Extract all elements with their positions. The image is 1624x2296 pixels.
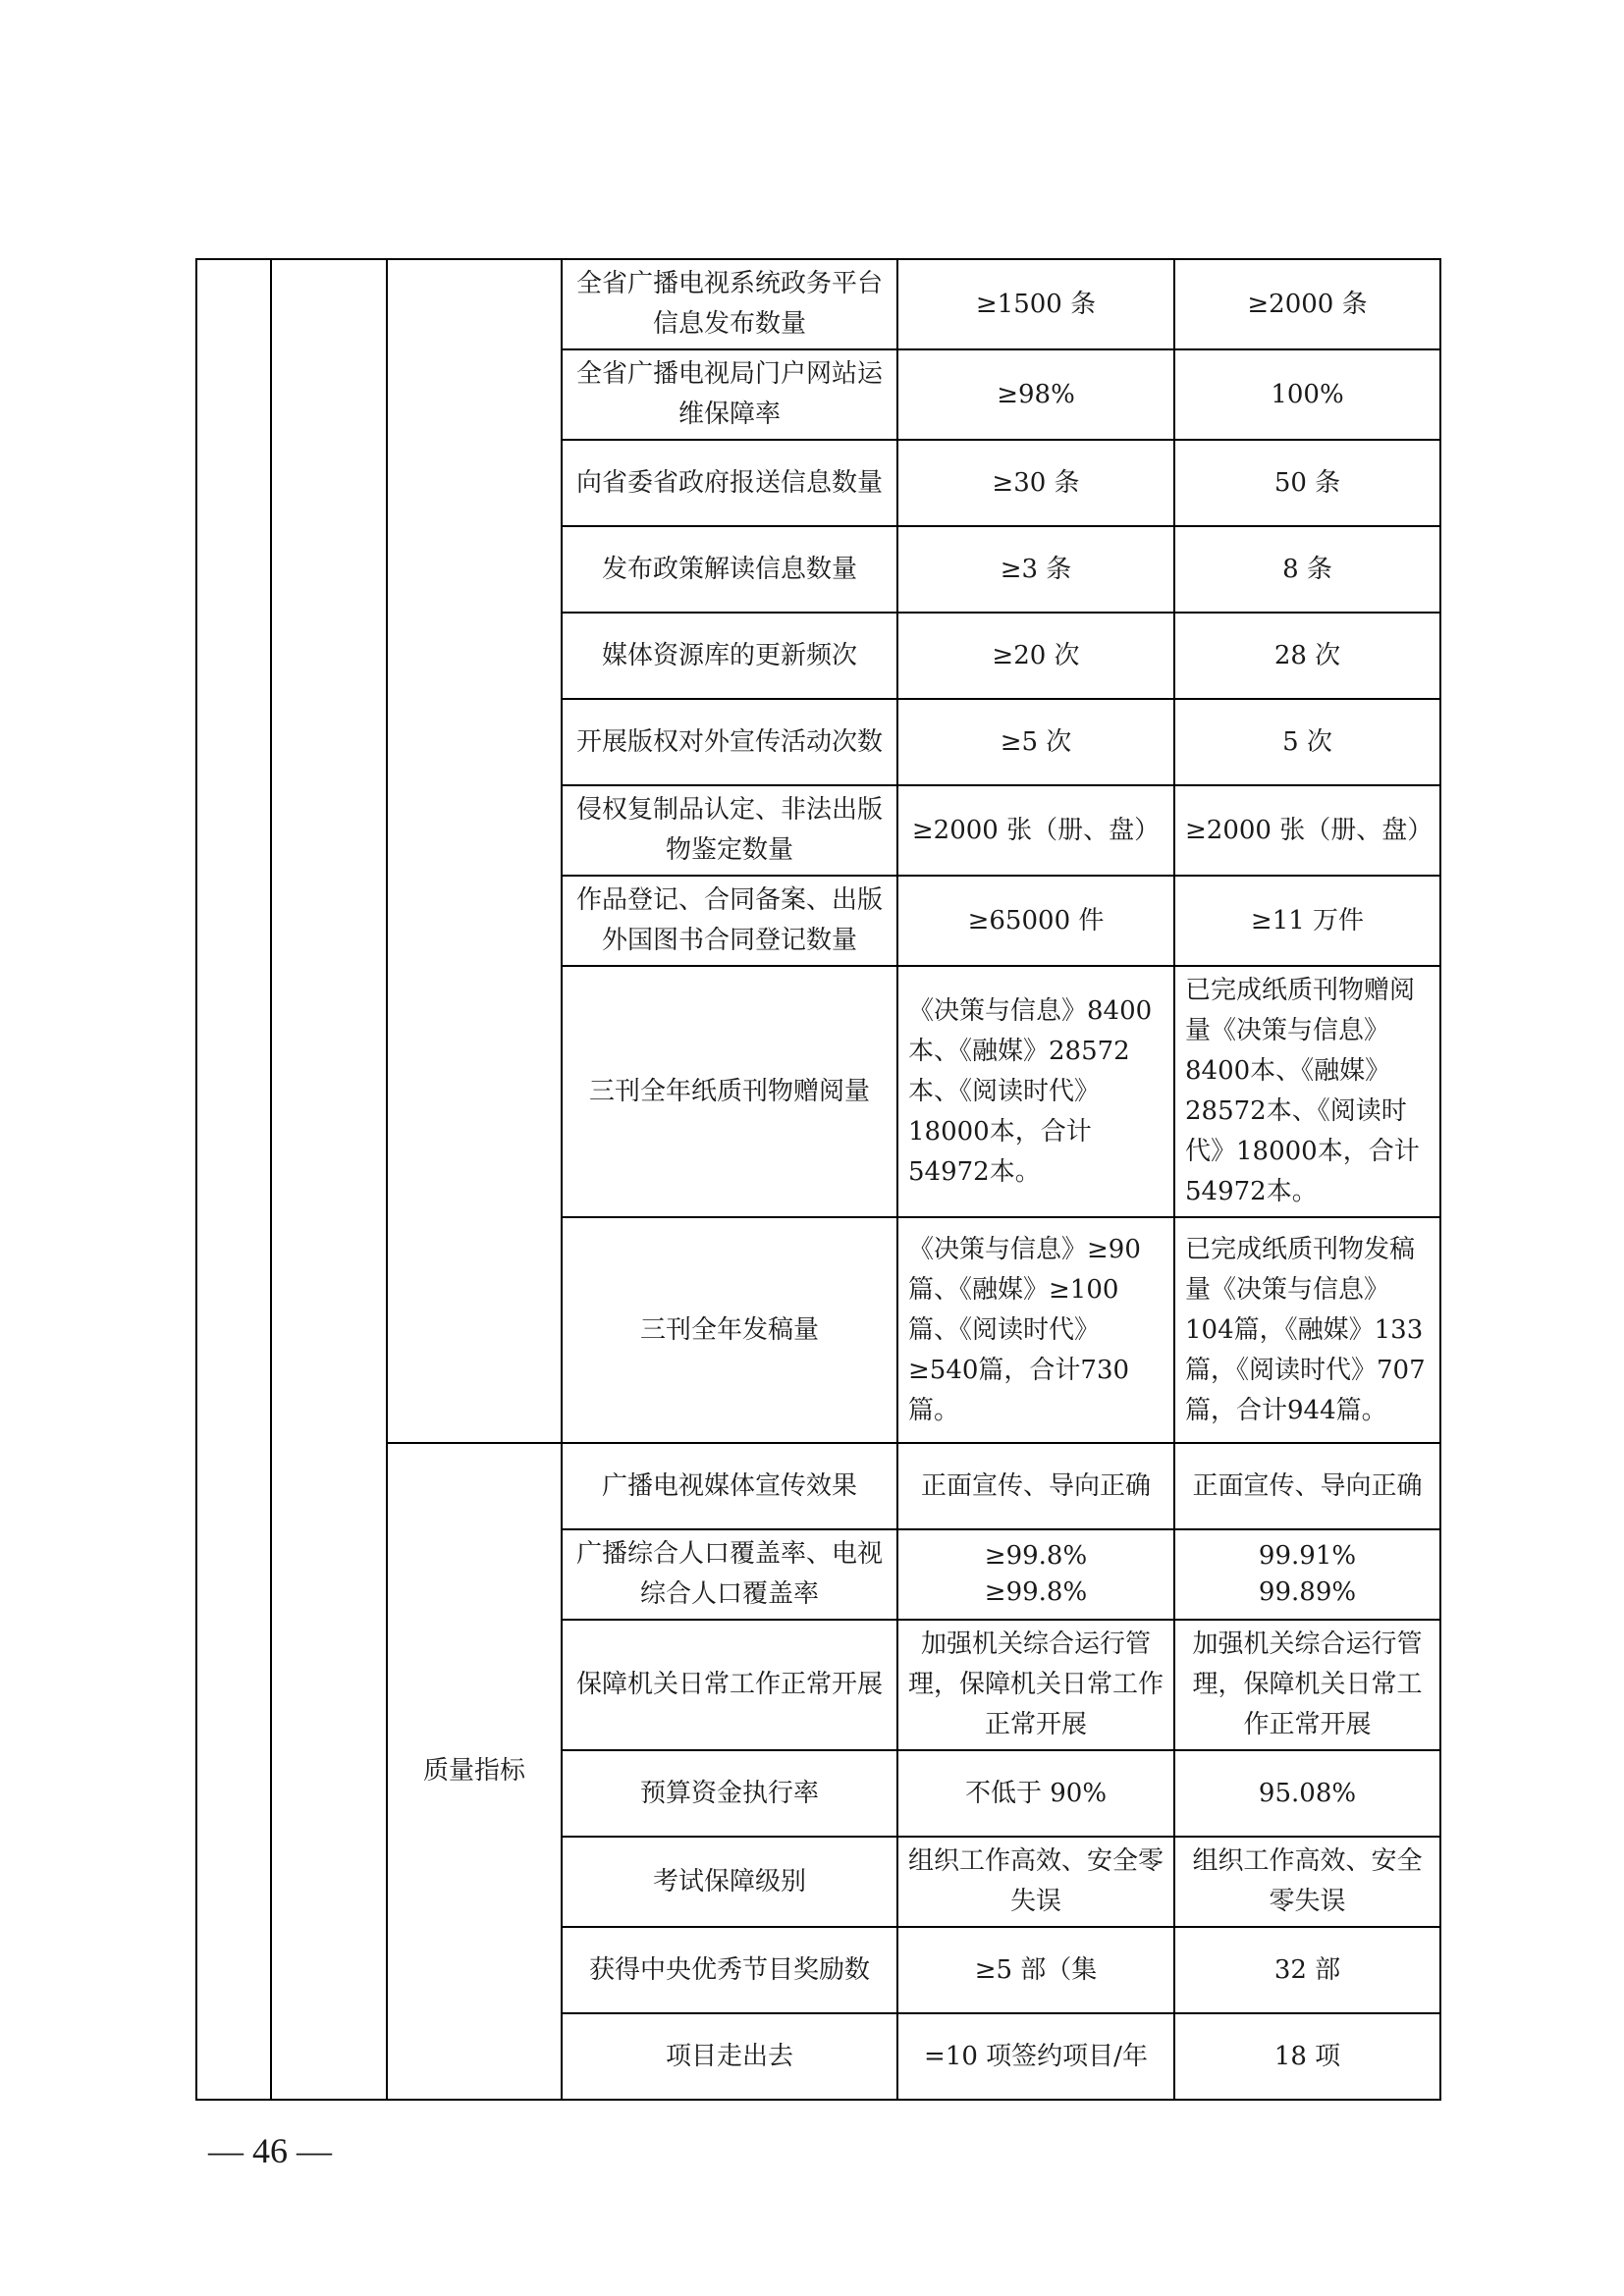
target-cell: 《决策与信息》≥90篇、《融媒》≥100篇、《阅读时代》≥540篇，合计730篇。 <box>897 1217 1174 1443</box>
actual-cell: 99.91% 99.89% <box>1174 1529 1440 1620</box>
target-cell: =10 项签约项目/年 <box>897 2013 1174 2100</box>
indicator-cell: 全省广播电视系统政务平台信息发布数量 <box>562 259 897 349</box>
indicator-cell: 侵权复制品认定、非法出版物鉴定数量 <box>562 785 897 876</box>
target-cell: 正面宣传、导向正确 <box>897 1443 1174 1529</box>
target-cell: ≥5 部（集 <box>897 1927 1174 2013</box>
target-cell: ≥5 次 <box>897 699 1174 785</box>
actual-cell: 8 条 <box>1174 526 1440 613</box>
blank-col-2 <box>271 259 387 2100</box>
indicator-cell: 作品登记、合同备案、出版外国图书合同登记数量 <box>562 876 897 966</box>
target-cell: ≥2000 张（册、盘） <box>897 785 1174 876</box>
indicator-cell: 向省委省政府报送信息数量 <box>562 440 897 526</box>
actual-cell: 32 部 <box>1174 1927 1440 2013</box>
blank-col-3 <box>387 259 562 1443</box>
actual-cell: 已完成纸质刊物赠阅量《决策与信息》8400本、《融媒》28572本、《阅读时代》18000本，合计54972本。 <box>1174 966 1440 1217</box>
actual-cell: 95.08% <box>1174 1750 1440 1837</box>
indicator-cell: 开展版权对外宣传活动次数 <box>562 699 897 785</box>
target-cell: 加强机关综合运行管理，保障机关日常工作正常开展 <box>897 1620 1174 1750</box>
target-cell: ≥3 条 <box>897 526 1174 613</box>
actual-cell: ≥11 万件 <box>1174 876 1440 966</box>
target-cell: ≥1500 条 <box>897 259 1174 349</box>
indicator-cell: 媒体资源库的更新频次 <box>562 613 897 699</box>
actual-cell: 加强机关综合运行管理，保障机关日常工作正常开展 <box>1174 1620 1440 1750</box>
indicator-cell: 预算资金执行率 <box>562 1750 897 1837</box>
indicator-cell: 全省广播电视局门户网站运维保障率 <box>562 349 897 440</box>
target-cell: ≥30 条 <box>897 440 1174 526</box>
indicator-cell: 保障机关日常工作正常开展 <box>562 1620 897 1750</box>
actual-cell: 28 次 <box>1174 613 1440 699</box>
actual-cell: 50 条 <box>1174 440 1440 526</box>
actual-cell: 18 项 <box>1174 2013 1440 2100</box>
indicator-cell: 发布政策解读信息数量 <box>562 526 897 613</box>
blank-col-1 <box>196 259 271 2100</box>
indicator-cell: 三刊全年发稿量 <box>562 1217 897 1443</box>
target-cell: ≥98% <box>897 349 1174 440</box>
indicator-cell: 三刊全年纸质刊物赠阅量 <box>562 966 897 1217</box>
target-cell: 不低于 90% <box>897 1750 1174 1837</box>
page-number: — 46 — <box>208 2131 332 2170</box>
target-cell: ≥20 次 <box>897 613 1174 699</box>
target-cell: 《决策与信息》8400本、《融媒》28572本、《阅读时代》18000本，合计54972本。 <box>897 966 1174 1217</box>
indicator-cell: 广播综合人口覆盖率、电视综合人口覆盖率 <box>562 1529 897 1620</box>
quality-indicator-label: 质量指标 <box>387 1443 562 2100</box>
actual-cell: ≥2000 条 <box>1174 259 1440 349</box>
actual-cell: 已完成纸质刊物发稿量《决策与信息》104篇，《融媒》133篇，《阅读时代》707篇，合计944篇。 <box>1174 1217 1440 1443</box>
actual-cell: 组织工作高效、安全零失误 <box>1174 1837 1440 1927</box>
target-cell: ≥99.8% ≥99.8% <box>897 1529 1174 1620</box>
target-cell: 组织工作高效、安全零失误 <box>897 1837 1174 1927</box>
indicator-table <box>195 258 1441 2101</box>
actual-cell: 正面宣传、导向正确 <box>1174 1443 1440 1529</box>
indicator-cell: 项目走出去 <box>562 2013 897 2100</box>
actual-cell: 5 次 <box>1174 699 1440 785</box>
indicator-cell: 考试保障级别 <box>562 1837 897 1927</box>
actual-cell: 100% <box>1174 349 1440 440</box>
target-cell: ≥65000 件 <box>897 876 1174 966</box>
indicator-cell: 获得中央优秀节目奖励数 <box>562 1927 897 2013</box>
actual-cell: ≥2000 张（册、盘） <box>1174 785 1440 876</box>
indicator-cell: 广播电视媒体宣传效果 <box>562 1443 897 1529</box>
